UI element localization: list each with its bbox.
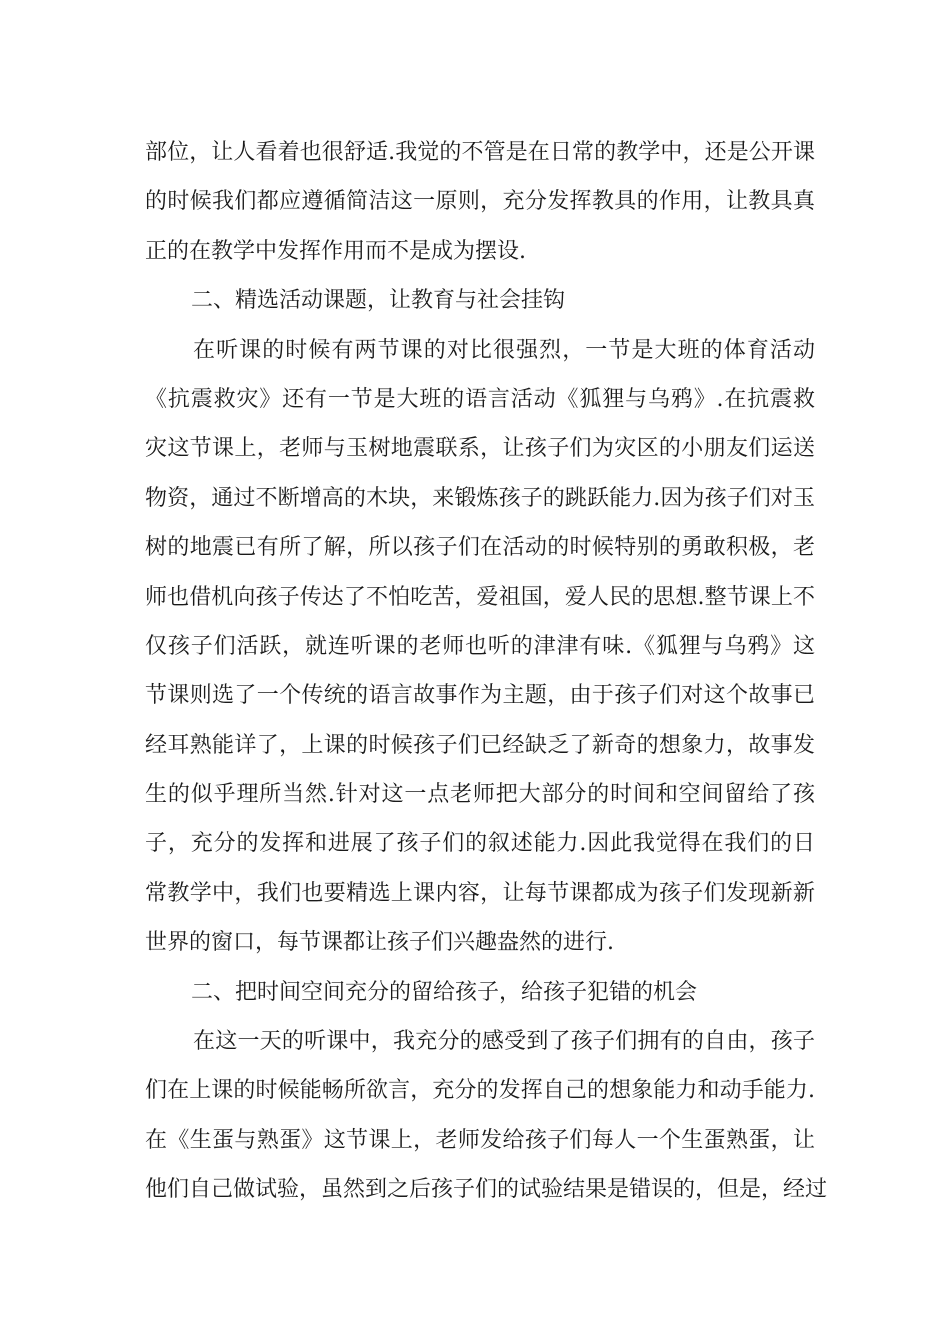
text-line: 《抗震救灾》还有一节是大班的语言活动《狐狸与乌鸦》.在抗震救 (145, 386, 815, 412)
section-heading: 二、把时间空间充分的留给孩子，给孩子犯错的机会 (191, 979, 698, 1005)
text-line: 世界的窗口，每节课都让孩子们兴趣盎然的进行. (145, 930, 614, 956)
text-line: 在这一天的听课中，我充分的感受到了孩子们拥有的自由，孩子 (193, 1029, 815, 1055)
text-line: 部位，让人看着也很舒适.我觉的不管是在日常的教学中，还是公开课 (145, 140, 815, 165)
section-heading: 二、精选活动课题，让教育与社会挂钩 (191, 288, 566, 314)
text-line: 正的在教学中发挥作用而不是成为摆设. (145, 238, 526, 264)
text-line: 树的地震已有所了解，所以孩子们在活动的时候特别的勇敢积极，老 (145, 535, 815, 561)
text-line: 节课则选了一个传统的语言故事作为主题，由于孩子们对这个故事已 (145, 683, 815, 709)
text-line: 物资，通过不断增高的木块，来锻炼孩子的跳跃能力.因为孩子们对玉 (145, 485, 815, 511)
text-line: 常教学中，我们也要精选上课内容，让每节课都成为孩子们发现新新 (145, 880, 815, 906)
text-line: 仅孩子们活跃，就连听课的老师也听的津津有味.《狐狸与乌鸦》这 (145, 633, 815, 659)
text-line: 子，充分的发挥和进展了孩子们的叙述能力.因此我觉得在我们的日 (145, 831, 815, 857)
document-body (145, 128, 828, 1215)
text-line: 的时候我们都应遵循简洁这一原则，充分发挥教具的作用，让教具真 (145, 189, 815, 215)
text-line: 他们自己做试验，虽然到之后孩子们的试验结果是错误的，但是，经过 (145, 1177, 828, 1203)
text-line: 们在上课的时候能畅所欲言，充分的发挥自己的想象能力和动手能力. (145, 1078, 815, 1104)
text-line: 灾这节课上，老师与玉树地震联系，让孩子们为灾区的小朋友们运送 (145, 436, 815, 462)
text-line: 经耳熟能详了，上课的时候孩子们已经缺乏了新奇的想象力，故事发 (145, 732, 815, 758)
text-line: 生的似乎理所当然.针对这一点老师把大部分的时间和空间留给了孩 (145, 782, 815, 808)
text-line: 师也借机向孩子传达了不怕吃苦，爱祖国，爱人民的思想.整节课上不 (145, 584, 815, 610)
text-line: 在《生蛋与熟蛋》这节课上，老师发给孩子们每人一个生蛋熟蛋，让 (145, 1127, 815, 1153)
text-line: 在听课的时候有两节课的对比很强烈，一节是大班的体育活动 (193, 337, 815, 363)
